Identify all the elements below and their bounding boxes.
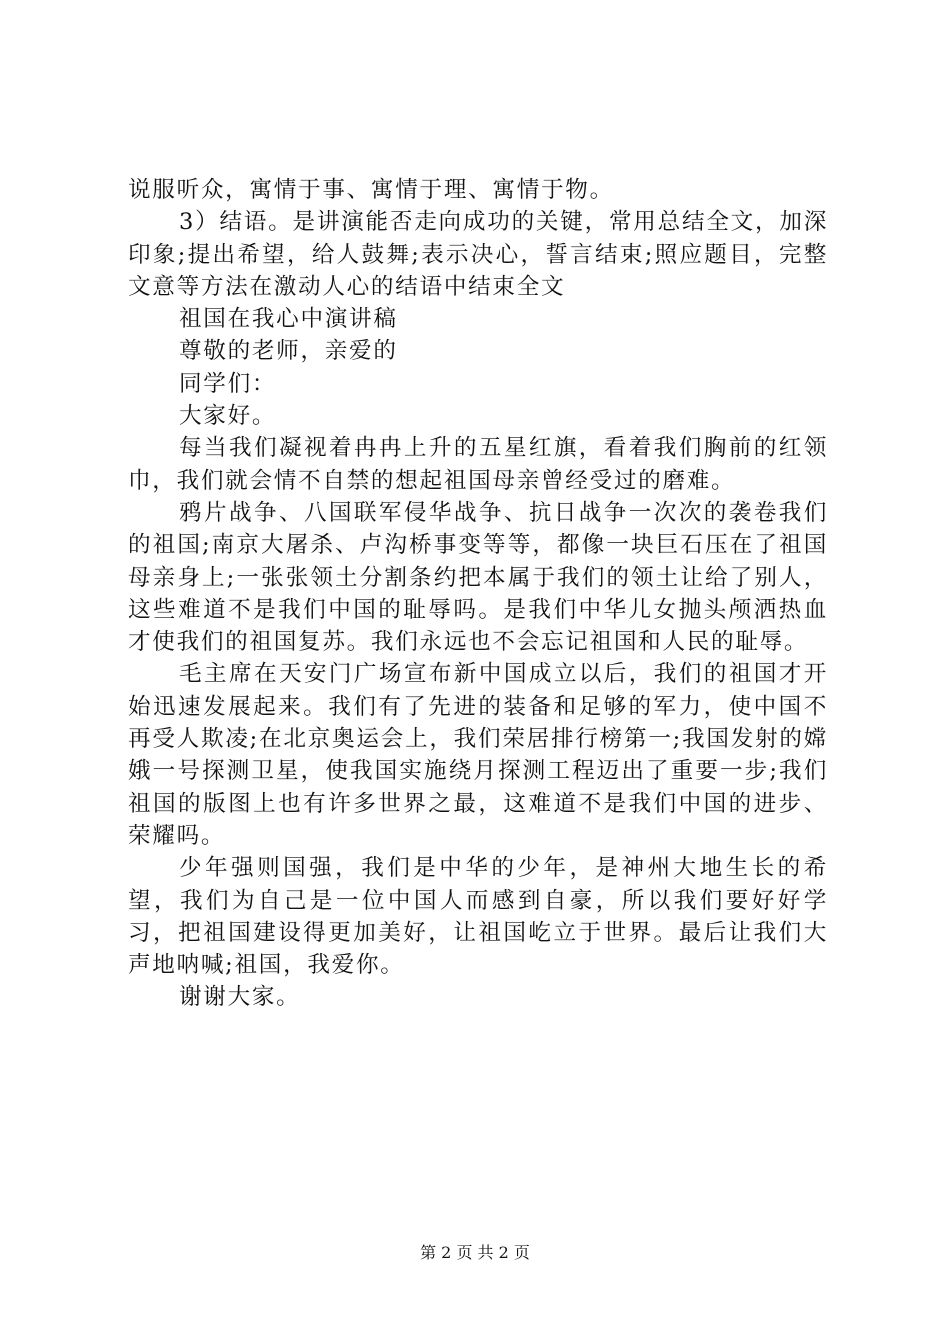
body-paragraph: 毛主席在天安门广场宣布新中国成立以后，我们的祖国才开始迅速发展起来。我们有了先进的装备和足够的军力，使中国不再受人欺凌;在北京奥运会上，我们荣居排行榜第一;我国发射的嫦娥一号探测卫星，使我国实施绕月探测工程迈出了重要一步;我们祖国的版图上也有许多世界之最，这难道不是我们中国的进步、荣耀吗。 xyxy=(128,661,828,849)
closing-line: 谢谢大家。 xyxy=(179,984,301,1011)
body-paragraph: 每当我们凝视着冉冉上升的五星红旗，看着我们胸前的红领巾，我们就会情不自禁的想起祖国母亲曾经受过的磨难。 xyxy=(128,435,828,494)
page-footer xyxy=(0,1242,950,1264)
body-paragraph: 说服听众，寓情于事、寓情于理、寓情于物。 xyxy=(128,177,614,203)
body-paragraph: 鸦片战争、八国联军侵华战争、抗日战争一次次的袭卷我们的祖国;南京大屠杀、卢沟桥事变等等，都像一块巨石压在了祖国母亲身上;一张张领土分割条约把本属于我们的领土让给了别人，这些难道不是我们中国的耻辱吗。是我们中华儿女抛头颅洒热血才使我们的祖国复苏。我们永远也不会忘记祖国和人民的耻辱。 xyxy=(128,499,828,656)
salutation: 尊敬的老师，亲爱的 xyxy=(179,338,398,365)
speech-title: 祖国在我心中演讲稿 xyxy=(179,306,398,333)
body-paragraph: 3）结语。是讲演能否走向成功的关键，常用总结全文，加深印象;提出希望，给人鼓舞;表示决心，誓言结束;照应题目，完整文意等方法在激动人心的结语中结束全文 xyxy=(128,209,828,300)
body-paragraph: 少年强则国强，我们是中华的少年，是神州大地生长的希望，我们为自己是一位中国人而感到自豪，所以我们要好好学习，把祖国建设得更加美好，让祖国屹立于世界。最后让我们大声地呐喊;祖国，我爱你。 xyxy=(128,855,828,979)
document-body xyxy=(128,174,828,1014)
greeting: 大家好。 xyxy=(179,403,277,430)
salutation: 同学们： xyxy=(179,370,277,397)
page-number: 第 2 页 共 2 页 xyxy=(420,1243,530,1262)
